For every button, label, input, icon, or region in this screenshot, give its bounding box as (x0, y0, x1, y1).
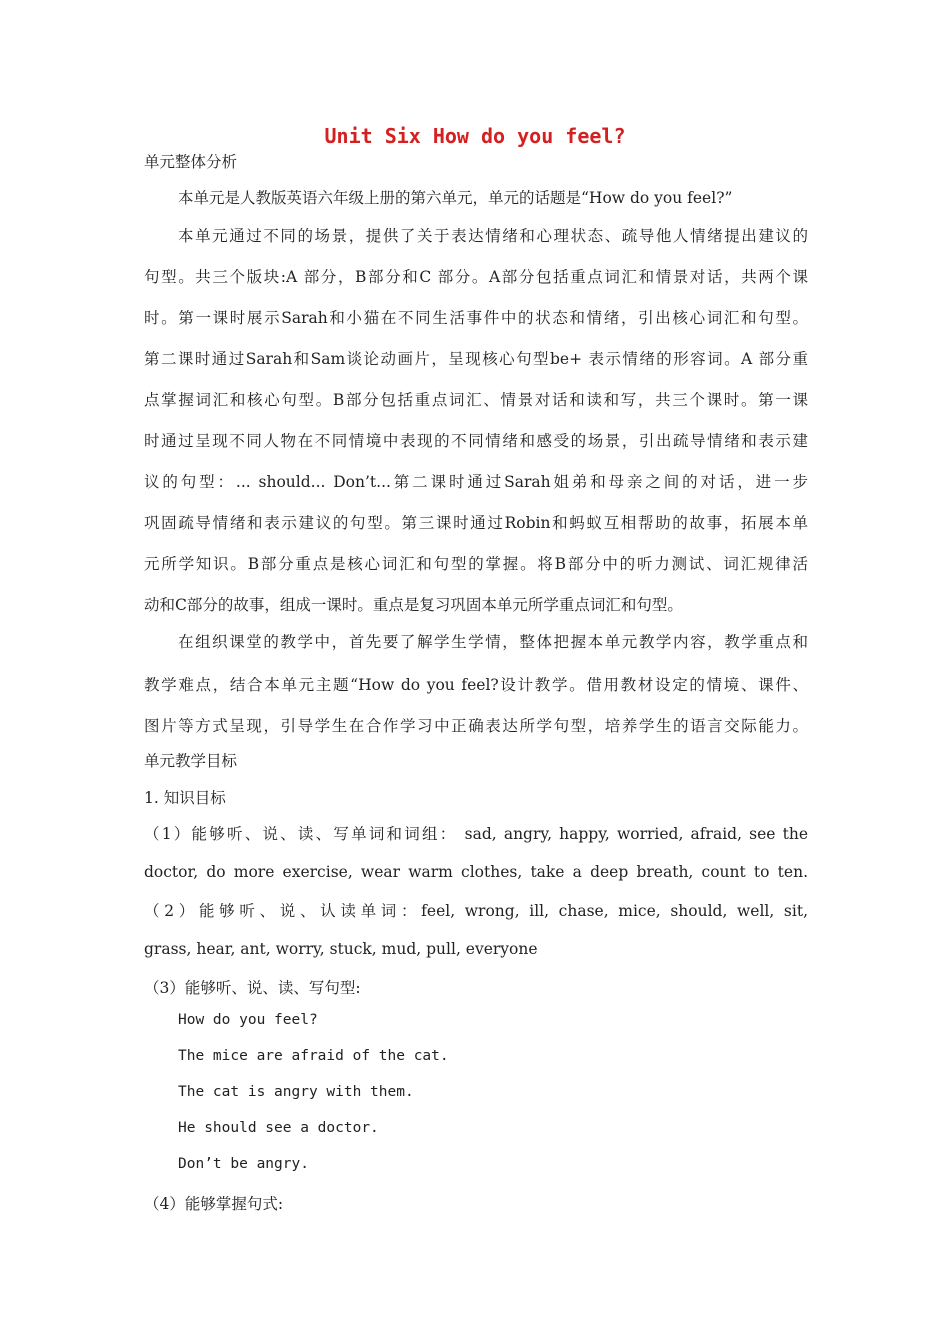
document-title: Unit Six How do you feel? (324, 124, 626, 148)
paragraph-line: 动和C部分的故事，组成一课时。重点是复习巩固本单元所学重点词汇和句型。 (144, 596, 683, 614)
goal-item-1-line: （1）能够听、说、读、写单词和词组： sad, angry, happy, worried, afraid, see the (144, 825, 808, 843)
goal-item-1-line: doctor, do more exercise, wear warm clothes, take a deep breath, count to ten. (144, 863, 808, 881)
sentence-pattern: He should see a doctor. (178, 1120, 379, 1136)
paragraph-line: 本单元通过不同的场景，提供了关于表达情绪和心理状态、疏导他人情绪提出建议的 (178, 227, 808, 245)
paragraph-line: 时。第一课时展示Sarah和小猫在不同生活事件中的状态和情绪，引出核心词汇和句型。 (144, 309, 808, 327)
sentence-pattern: The mice are afraid of the cat. (178, 1048, 449, 1064)
paragraph-line: 图片等方式呈现，引导学生在合作学习中正确表达所学句型，培养学生的语言交际能力。 (144, 717, 808, 735)
paragraph-intro: 本单元是人教版英语六年级上册的第六单元，单元的话题是“How do you feel?” (178, 189, 733, 207)
paragraph-line: 在组织课堂的教学中，首先要了解学生学情，整体把握本单元教学内容，教学重点和 (178, 633, 808, 651)
goal-item-2-line: （2）能够听、说、认读单词：feel, wrong, ill, chase, mice, should, well, sit, (144, 902, 808, 920)
sentence-pattern: The cat is angry with them. (178, 1084, 414, 1100)
paragraph-line: 第二课时通过Sarah和Sam谈论动画片，呈现核心句型be+ 表示情绪的形容词。A 部分重 (144, 350, 808, 368)
goal-item-3: （3）能够听、说、读、写句型: (144, 979, 361, 997)
paragraph-line: 时通过呈现不同人物在不同情境中表现的不同情绪和感受的场景，引出疏导情绪和表示建 (144, 432, 808, 450)
paragraph-line: 教学难点，结合本单元主题“How do you feel?设计教学。借用教材设定的情境、课件、 (144, 676, 808, 694)
paragraph-line: 巩固疏导情绪和表示建议的句型。第三课时通过Robin和蚂蚁互相帮助的故事，拓展本单 (144, 514, 808, 532)
goal-heading: 1. 知识目标 (144, 789, 226, 807)
paragraph-line: 议的句型：... should... Don’t...第二课时通过Sarah姐弟和母亲之间的对话，进一步 (144, 473, 808, 491)
sentence-pattern: How do you feel? (178, 1012, 318, 1028)
sentence-pattern: Don’t be angry. (178, 1156, 309, 1172)
paragraph-line: 元所学知识。B部分重点是核心词汇和句型的掌握。将B部分中的听力测试、词汇规律活 (144, 555, 808, 573)
goal-item-4: （4）能够掌握句式: (144, 1195, 284, 1213)
paragraph-line: 点掌握词汇和核心句型。B部分包括重点词汇、情景对话和读和写，共三个课时。第一课 (144, 391, 808, 409)
goal-item-2-line: grass, hear, ant, worry, stuck, mud, pull, everyone (144, 940, 538, 958)
section-heading-analysis: 单元整体分析 (144, 153, 238, 171)
paragraph-line: 句型。共三个版块:A 部分，B部分和C 部分。A部分包括重点词汇和情景对话，共两个课 (144, 268, 808, 286)
section-heading-goals: 单元教学目标 (144, 752, 238, 770)
